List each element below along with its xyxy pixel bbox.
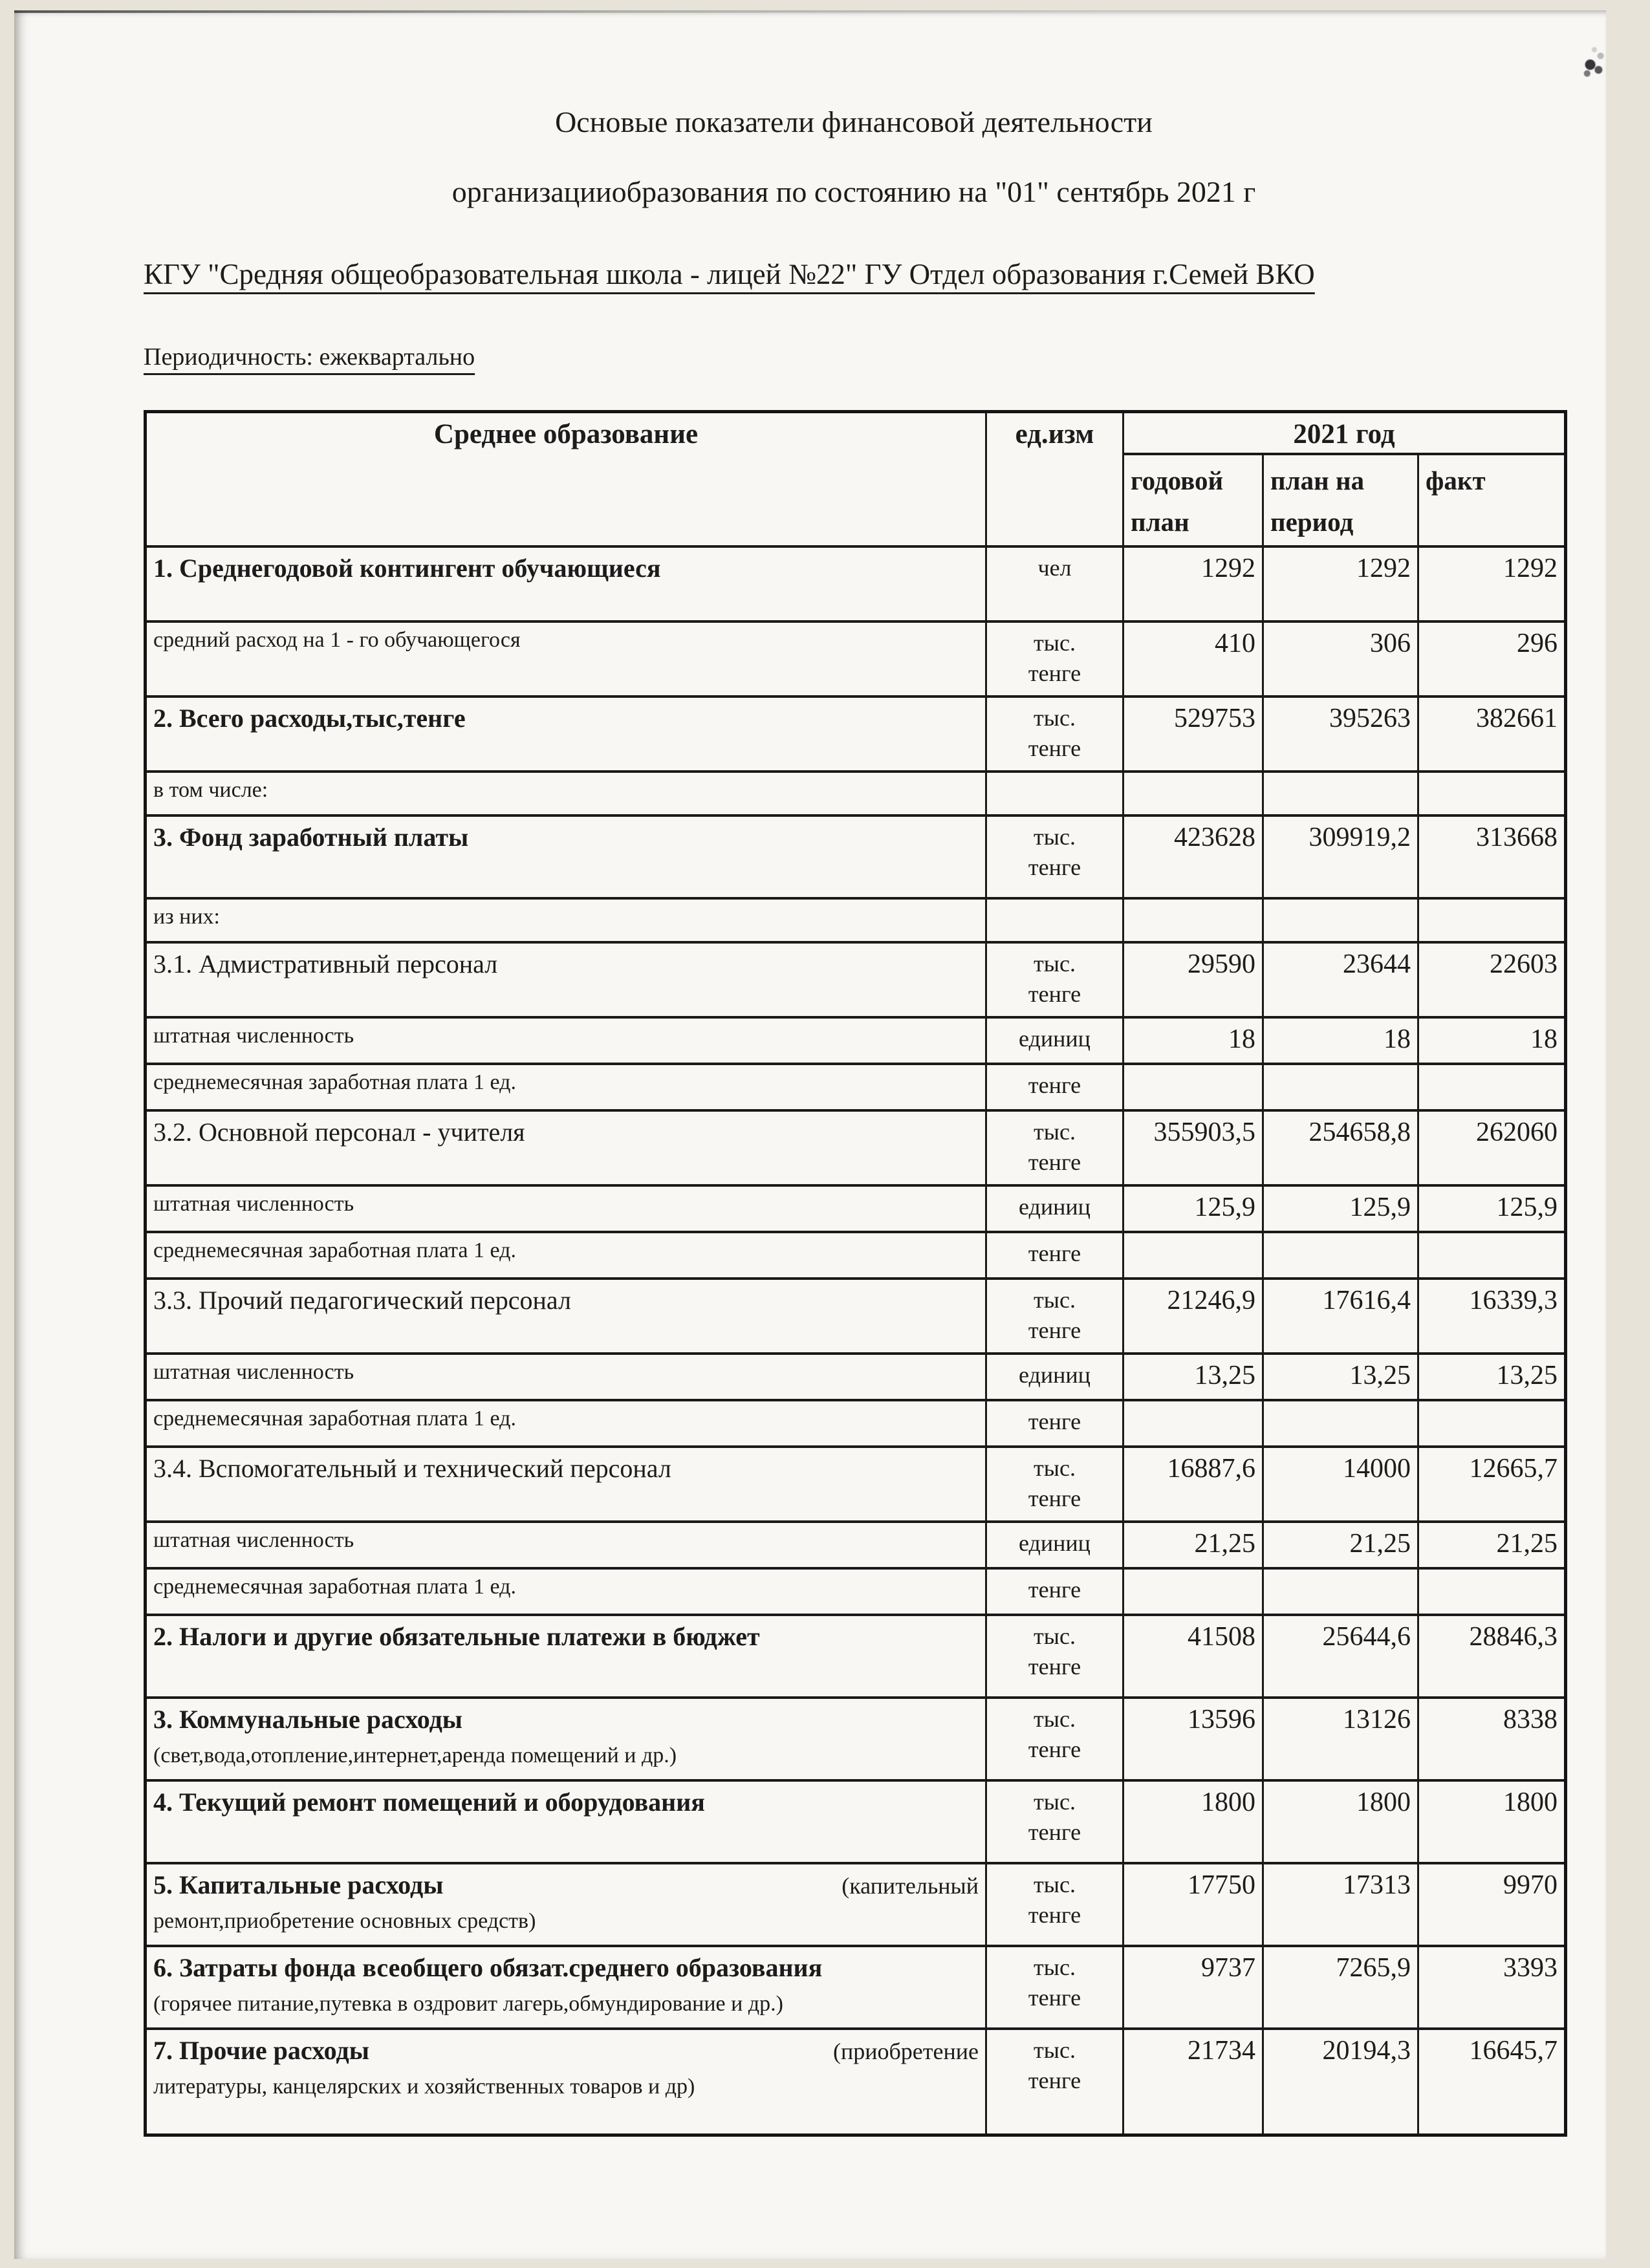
row-label: среднемесячная заработная плата 1 ед. bbox=[153, 1407, 516, 1431]
row-value-annual-plan: 125,9 bbox=[1124, 1185, 1263, 1232]
document-page bbox=[14, 10, 1606, 2259]
row-label-line2 bbox=[153, 1095, 979, 1104]
row-value-period-plan: 306 bbox=[1263, 621, 1418, 697]
row-label: в том числе: bbox=[153, 778, 268, 803]
row-value-fact: 313668 bbox=[1418, 815, 1566, 898]
row-label-cell bbox=[146, 2029, 986, 2135]
unit-line1: тыс. bbox=[1034, 1287, 1076, 1313]
row-label: 2. Налоги и другие обязательные платежи в бюджет bbox=[153, 1622, 760, 1652]
row-unit-cell bbox=[986, 1447, 1124, 1522]
unit-line1: тыс. bbox=[1034, 1789, 1076, 1815]
table-row bbox=[146, 1064, 1566, 1110]
row-label-line2 bbox=[153, 583, 979, 592]
row-label: 3. Коммунальные расходы bbox=[153, 1705, 463, 1734]
row-label-line2 bbox=[153, 1147, 979, 1156]
row-value-annual-plan bbox=[1124, 1400, 1263, 1447]
unit-line1: тенге bbox=[1028, 1072, 1081, 1099]
row-value-fact bbox=[1418, 1064, 1566, 1110]
row-label: 3.1. Адмистративный персонал bbox=[153, 949, 498, 979]
row-value-fact: 3393 bbox=[1418, 1946, 1566, 2029]
row-value-period-plan bbox=[1263, 898, 1418, 942]
row-value-fact bbox=[1418, 1232, 1566, 1279]
row-unit-cell bbox=[986, 1522, 1124, 1568]
header-fact: факт bbox=[1418, 454, 1566, 546]
unit-line1: чел bbox=[1037, 555, 1072, 581]
unit-line1: тенге bbox=[1028, 1577, 1081, 1603]
table-row bbox=[146, 2029, 1566, 2135]
row-value-fact: 16645,7 bbox=[1418, 2029, 1566, 2135]
table-header-row-1 bbox=[146, 412, 1566, 455]
row-label-cell bbox=[146, 1110, 986, 1185]
row-label-cell bbox=[146, 1232, 986, 1279]
row-unit-cell bbox=[986, 1780, 1124, 1863]
unit-line2: тенге bbox=[1028, 854, 1081, 880]
row-label: 3.4. Вспомогательный и технический персонал bbox=[153, 1454, 671, 1484]
row-unit-cell bbox=[986, 1400, 1124, 1447]
row-unit-cell bbox=[986, 1946, 1124, 2029]
row-label-cell bbox=[146, 1698, 986, 1780]
row-value-fact: 296 bbox=[1418, 621, 1566, 697]
row-label-cell bbox=[146, 1447, 986, 1522]
unit-line2: тенге bbox=[1028, 1901, 1081, 1928]
table-row bbox=[146, 1568, 1566, 1615]
row-value-fact: 21,25 bbox=[1418, 1522, 1566, 1568]
row-value-fact bbox=[1418, 898, 1566, 942]
row-value-period-plan: 309919,2 bbox=[1263, 815, 1418, 898]
row-label-cell bbox=[146, 1615, 986, 1698]
row-value-annual-plan: 21,25 bbox=[1124, 1522, 1263, 1568]
row-value-annual-plan: 18 bbox=[1124, 1017, 1263, 1064]
row-value-period-plan: 20194,3 bbox=[1263, 2029, 1418, 2135]
table-row bbox=[146, 1400, 1566, 1447]
row-label-cell bbox=[146, 1400, 986, 1447]
row-value-annual-plan: 13,25 bbox=[1124, 1354, 1263, 1400]
unit-line1: тыс. bbox=[1034, 630, 1076, 656]
row-label-cell bbox=[146, 546, 986, 621]
row-value-period-plan: 17313 bbox=[1263, 1863, 1418, 1946]
row-unit-cell bbox=[986, 1232, 1124, 1279]
row-value-period-plan: 125,9 bbox=[1263, 1185, 1418, 1232]
row-value-annual-plan bbox=[1124, 898, 1263, 942]
row-label: среднемесячная заработная плата 1 ед. bbox=[153, 1070, 516, 1095]
unit-line2: тенге bbox=[1028, 1653, 1081, 1679]
row-value-fact bbox=[1418, 1400, 1566, 1447]
row-value-fact: 262060 bbox=[1418, 1110, 1566, 1185]
unit-line2: тенге bbox=[1028, 1984, 1081, 2011]
table-row bbox=[146, 1185, 1566, 1232]
row-unit-cell bbox=[986, 1279, 1124, 1354]
row-label: штатная численность bbox=[153, 1528, 354, 1553]
row-value-fact: 1800 bbox=[1418, 1780, 1566, 1863]
table-row bbox=[146, 815, 1566, 898]
row-value-fact: 16339,3 bbox=[1418, 1279, 1566, 1354]
table-row bbox=[146, 1946, 1566, 2029]
row-label-line2 bbox=[153, 1385, 979, 1394]
table-row bbox=[146, 1110, 1566, 1185]
unit-line2: тенге bbox=[1028, 660, 1081, 686]
table-row bbox=[146, 621, 1566, 697]
row-value-period-plan: 7265,9 bbox=[1263, 1946, 1418, 2029]
table-row bbox=[146, 697, 1566, 772]
table-row bbox=[146, 1780, 1566, 1863]
row-label: 3.3. Прочий педагогический персонал bbox=[153, 1286, 571, 1315]
table-row bbox=[146, 1354, 1566, 1400]
row-label-line2 bbox=[153, 929, 979, 938]
row-value-period-plan: 13,25 bbox=[1263, 1354, 1418, 1400]
row-label-cell bbox=[146, 1185, 986, 1232]
row-value-fact bbox=[1418, 1568, 1566, 1615]
table-row bbox=[146, 1863, 1566, 1946]
row-value-annual-plan: 355903,5 bbox=[1124, 1110, 1263, 1185]
row-label-cell bbox=[146, 772, 986, 815]
row-value-fact: 1292 bbox=[1418, 546, 1566, 621]
row-label: 2. Всего расходы,тыс,тенге bbox=[153, 704, 466, 733]
unit-line1: единиц bbox=[1019, 1194, 1091, 1220]
row-value-period-plan: 1292 bbox=[1263, 546, 1418, 621]
unit-line1: тыс. bbox=[1034, 1954, 1076, 1981]
row-value-annual-plan: 423628 bbox=[1124, 815, 1263, 898]
row-unit-cell bbox=[986, 1615, 1124, 1698]
row-value-annual-plan: 16887,6 bbox=[1124, 1447, 1263, 1522]
unit-line2: тенге bbox=[1028, 735, 1081, 761]
report-title-line2: организацииобразования по состоянию на "01" сентябрь 2021 г bbox=[451, 175, 1256, 208]
header-annual-plan: годовой план bbox=[1124, 454, 1263, 546]
row-unit-cell bbox=[986, 1354, 1124, 1400]
row-value-annual-plan: 21734 bbox=[1124, 2029, 1263, 2135]
row-value-period-plan: 395263 bbox=[1263, 697, 1418, 772]
row-value-period-plan: 21,25 bbox=[1263, 1522, 1418, 1568]
row-label-cell bbox=[146, 1017, 986, 1064]
row-label: штатная численность bbox=[153, 1192, 354, 1216]
table-row bbox=[146, 1279, 1566, 1354]
unit-line2: тенге bbox=[1028, 1317, 1081, 1343]
row-label-line2 bbox=[153, 1652, 979, 1661]
unit-line1: единиц bbox=[1019, 1530, 1091, 1557]
row-label-cell bbox=[146, 697, 986, 772]
periodicity-label: Периодичность: ежеквартально bbox=[144, 343, 475, 371]
row-label: среднемесячная заработная плата 1 ед. bbox=[153, 1238, 516, 1263]
row-unit-cell bbox=[986, 1017, 1124, 1064]
row-label-line2: ремонт,приобретение основных средств) bbox=[153, 1909, 536, 1934]
unit-line1: тыс. bbox=[1034, 1119, 1076, 1145]
row-unit-cell bbox=[986, 697, 1124, 772]
row-value-period-plan: 23644 bbox=[1263, 942, 1418, 1017]
row-unit-cell bbox=[986, 772, 1124, 815]
row-unit-cell bbox=[986, 1110, 1124, 1185]
row-label-line2: (горячее питание,путевка в оздровит лагерь,обмундирование и др.) bbox=[153, 1992, 783, 2016]
row-value-fact: 28846,3 bbox=[1418, 1615, 1566, 1698]
row-label-cell bbox=[146, 1354, 986, 1400]
unit-line1: единиц bbox=[1019, 1362, 1091, 1388]
row-label-line2 bbox=[153, 1216, 979, 1226]
unit-line1: тыс. bbox=[1034, 824, 1076, 850]
row-label-line2 bbox=[153, 1048, 979, 1057]
row-label-line2 bbox=[153, 979, 979, 988]
row-label-cell bbox=[146, 1863, 986, 1946]
row-label-line2 bbox=[153, 1431, 979, 1440]
row-unit-cell bbox=[986, 815, 1124, 898]
row-value-annual-plan: 410 bbox=[1124, 621, 1263, 697]
row-unit-cell bbox=[986, 942, 1124, 1017]
row-label: 3. Фонд заработный платы bbox=[153, 823, 469, 852]
unit-line2: тенге bbox=[1028, 1736, 1081, 1762]
table-row bbox=[146, 1698, 1566, 1780]
row-value-period-plan: 25644,6 bbox=[1263, 1615, 1418, 1698]
row-label: штатная численность bbox=[153, 1024, 354, 1048]
row-value-fact: 125,9 bbox=[1418, 1185, 1566, 1232]
row-label: среднемесячная заработная плата 1 ед. bbox=[153, 1575, 516, 1599]
row-unit-cell bbox=[986, 621, 1124, 697]
unit-line1: тыс. bbox=[1034, 705, 1076, 731]
row-value-period-plan bbox=[1263, 772, 1418, 815]
row-label-line2 bbox=[153, 1315, 979, 1324]
header-unit: ед.изм bbox=[986, 412, 1124, 547]
row-label-cell bbox=[146, 621, 986, 697]
row-value-annual-plan: 529753 bbox=[1124, 697, 1263, 772]
row-label: 4. Текущий ремонт помещений и оборудования bbox=[153, 1787, 705, 1817]
unit-line1: тыс. bbox=[1034, 951, 1076, 977]
unit-line1: тыс. bbox=[1034, 1455, 1076, 1482]
row-value-period-plan: 18 bbox=[1263, 1017, 1418, 1064]
table-row bbox=[146, 1447, 1566, 1522]
unit-line1: тыс. bbox=[1034, 1623, 1076, 1650]
row-label-line2 bbox=[153, 852, 979, 861]
row-label-line2 bbox=[153, 1484, 979, 1493]
table-row bbox=[146, 1017, 1566, 1064]
row-label: 3.2. Основной персонал - учителя bbox=[153, 1118, 525, 1147]
row-label-line2 bbox=[153, 1817, 979, 1826]
header-period-plan: план на период bbox=[1263, 454, 1418, 546]
row-value-annual-plan: 21246,9 bbox=[1124, 1279, 1263, 1354]
row-label-line2 bbox=[153, 1599, 979, 1608]
row-unit-cell bbox=[986, 1698, 1124, 1780]
row-label: штатная численность bbox=[153, 1360, 354, 1385]
row-value-period-plan: 17616,4 bbox=[1263, 1279, 1418, 1354]
row-value-period-plan: 14000 bbox=[1263, 1447, 1418, 1522]
unit-line2: тенге bbox=[1028, 980, 1081, 1007]
unit-line1: тыс. bbox=[1034, 1706, 1076, 1733]
row-value-fact: 9970 bbox=[1418, 1863, 1566, 1946]
row-label-cell bbox=[146, 1946, 986, 2029]
unit-line2: тенге bbox=[1028, 1149, 1081, 1175]
row-value-annual-plan bbox=[1124, 772, 1263, 815]
row-unit-cell bbox=[986, 1185, 1124, 1232]
unit-line1: тыс. bbox=[1034, 1872, 1076, 1898]
row-label-cell bbox=[146, 942, 986, 1017]
row-value-fact: 18 bbox=[1418, 1017, 1566, 1064]
row-value-period-plan bbox=[1263, 1232, 1418, 1279]
row-value-annual-plan: 41508 bbox=[1124, 1615, 1263, 1698]
row-label-cell bbox=[146, 815, 986, 898]
row-value-period-plan bbox=[1263, 1064, 1418, 1110]
row-unit-cell bbox=[986, 1568, 1124, 1615]
row-label: 7. Прочие расходы bbox=[153, 2036, 369, 2066]
row-value-period-plan: 1800 bbox=[1263, 1780, 1418, 1863]
table-row bbox=[146, 898, 1566, 942]
unit-line2: тенге bbox=[1028, 1819, 1081, 1845]
row-label-line2 bbox=[153, 1263, 979, 1272]
row-value-fact: 22603 bbox=[1418, 942, 1566, 1017]
unit-line1: тенге bbox=[1028, 1409, 1081, 1435]
row-label-cell bbox=[146, 1780, 986, 1863]
row-value-annual-plan: 13596 bbox=[1124, 1698, 1263, 1780]
unit-line1: тенге bbox=[1028, 1240, 1081, 1267]
row-label: 1. Среднегодовой контингент обучающиеся bbox=[153, 554, 661, 583]
row-value-annual-plan: 1292 bbox=[1124, 546, 1263, 621]
row-label: средний расход на 1 - го обучающегося bbox=[153, 628, 521, 653]
table-row bbox=[146, 1522, 1566, 1568]
row-label-line2 bbox=[153, 653, 979, 662]
row-label-cell bbox=[146, 1522, 986, 1568]
row-unit-cell bbox=[986, 1863, 1124, 1946]
row-value-annual-plan bbox=[1124, 1232, 1263, 1279]
row-label-line2 bbox=[153, 803, 979, 812]
header-year: 2021 год bbox=[1124, 412, 1566, 455]
report-title-line1: Основые показатели финансовой деятельности bbox=[555, 105, 1153, 138]
row-label-tail: (капительный bbox=[841, 1873, 979, 1899]
unit-line2: тенге bbox=[1028, 2067, 1081, 2093]
table-row bbox=[146, 1232, 1566, 1279]
row-label: из них: bbox=[153, 905, 220, 929]
row-value-annual-plan: 29590 bbox=[1124, 942, 1263, 1017]
table-row bbox=[146, 772, 1566, 815]
row-label-line2 bbox=[153, 733, 979, 742]
table-row bbox=[146, 942, 1566, 1017]
unit-line1: единиц bbox=[1019, 1026, 1091, 1052]
header-education-level: Среднее образование bbox=[146, 412, 986, 547]
row-unit-cell bbox=[986, 2029, 1124, 2135]
row-value-annual-plan bbox=[1124, 1064, 1263, 1110]
row-value-period-plan: 13126 bbox=[1263, 1698, 1418, 1780]
row-label-line2: литературы, канцелярских и хозяйственных товаров и др) bbox=[153, 2075, 695, 2099]
row-value-annual-plan bbox=[1124, 1568, 1263, 1615]
row-label-cell bbox=[146, 1568, 986, 1615]
row-unit-cell bbox=[986, 898, 1124, 942]
unit-line1: тыс. bbox=[1034, 2037, 1076, 2064]
row-value-fact: 12665,7 bbox=[1418, 1447, 1566, 1522]
row-label-tail: (приобретение bbox=[832, 2038, 979, 2065]
row-value-fact bbox=[1418, 772, 1566, 815]
row-label-line2: (свет,вода,отопление,интернет,аренда помещений и др.) bbox=[153, 1744, 677, 1768]
finance-indicators-table bbox=[144, 410, 1567, 2137]
row-value-fact: 8338 bbox=[1418, 1698, 1566, 1780]
row-value-annual-plan: 17750 bbox=[1124, 1863, 1263, 1946]
row-label-cell bbox=[146, 1064, 986, 1110]
row-label-cell bbox=[146, 1279, 986, 1354]
unit-line2: тенге bbox=[1028, 1485, 1081, 1511]
row-unit-cell bbox=[986, 1064, 1124, 1110]
row-value-period-plan: 254658,8 bbox=[1263, 1110, 1418, 1185]
row-value-fact: 382661 bbox=[1418, 697, 1566, 772]
row-label: 5. Капитальные расходы bbox=[153, 1870, 444, 1900]
table-row bbox=[146, 546, 1566, 621]
ink-smudge bbox=[1569, 41, 1620, 93]
row-value-fact: 13,25 bbox=[1418, 1354, 1566, 1400]
row-value-annual-plan: 1800 bbox=[1124, 1780, 1263, 1863]
row-label: 6. Затраты фонда всеобщего обязат.среднего образования bbox=[153, 1953, 823, 1983]
table-row bbox=[146, 1615, 1566, 1698]
row-unit-cell bbox=[986, 546, 1124, 621]
row-value-period-plan bbox=[1263, 1400, 1418, 1447]
organization-name: КГУ "Средняя общеобразовательная школа - лицей №22" ГУ Отдел образования г.Семей ВКО bbox=[144, 258, 1315, 290]
row-value-period-plan bbox=[1263, 1568, 1418, 1615]
row-value-annual-plan: 9737 bbox=[1124, 1946, 1263, 2029]
row-label-cell bbox=[146, 898, 986, 942]
row-label-line2 bbox=[153, 1553, 979, 1562]
